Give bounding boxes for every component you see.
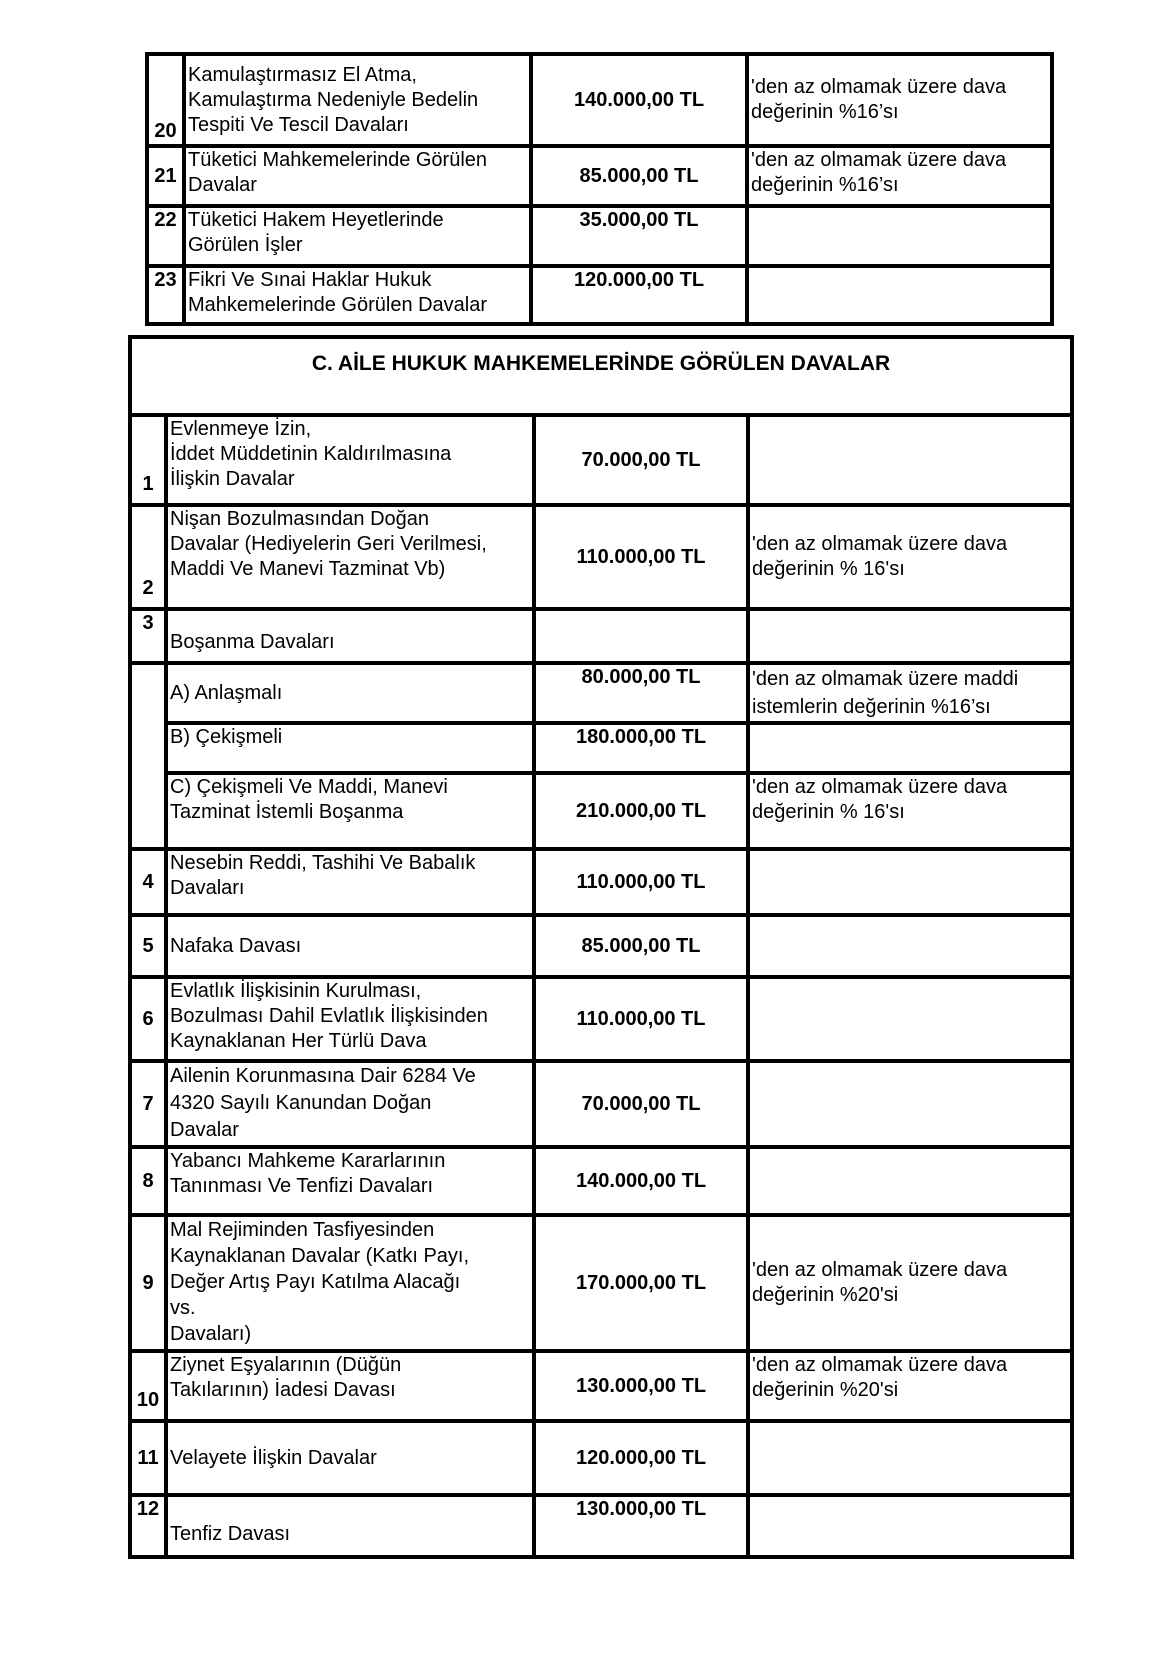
- case-description: Evlatlık İlişkisinin Kurulması, Bozulması Dahil Evlatlık İlişkisinden Kaynaklanan Her Türlü Dava: [166, 977, 534, 1061]
- case-description: Kamulaştırmasız El Atma, Kamulaştırma Nedeniyle Bedelin Tespiti Ve Tescil Davaları: [184, 54, 531, 146]
- case-description: Nesebin Reddi, Tashihi Ve Babalık Davaları: [166, 849, 534, 915]
- fee-table-continued: [145, 52, 1054, 326]
- fee-note: [748, 723, 1072, 773]
- fee-note: [748, 1061, 1072, 1147]
- case-description: Ziynet Eşyalarının (Düğün Takılarının) İadesi Davası: [166, 1351, 534, 1421]
- table-row: [130, 663, 1072, 723]
- fee-note: 'den az olmamak üzere dava değerinin % 16'sı: [748, 505, 1072, 609]
- row-number: 9: [130, 1215, 166, 1351]
- fee-note: [748, 415, 1072, 505]
- fee-amount: 35.000,00 TL: [531, 206, 747, 266]
- fee-note: [748, 977, 1072, 1061]
- row-number: 4: [130, 849, 166, 915]
- table-row: [147, 146, 1052, 206]
- case-description: Yabancı Mahkeme Kararlarının Tanınması Ve Tenfizi Davaları: [166, 1147, 534, 1215]
- table-row: [130, 977, 1072, 1061]
- case-description: C) Çekişmeli Ve Maddi, Manevi Tazminat İstemli Boşanma: [166, 773, 534, 849]
- fee-note: [747, 266, 1052, 324]
- table-row: [130, 1215, 1072, 1351]
- table-row: [130, 723, 1072, 773]
- table-row: [130, 1147, 1072, 1215]
- table-row: [130, 1421, 1072, 1495]
- row-number: 8: [130, 1147, 166, 1215]
- fee-amount: 85.000,00 TL: [534, 915, 748, 977]
- case-description: B) Çekişmeli: [166, 723, 534, 773]
- fee-amount: 110.000,00 TL: [534, 977, 748, 1061]
- case-description: Velayete İlişkin Davalar: [166, 1421, 534, 1495]
- case-description: Ailenin Korunmasına Dair 6284 Ve 4320 Sayılı Kanundan Doğan Davalar: [166, 1061, 534, 1147]
- fee-amount: 170.000,00 TL: [534, 1215, 748, 1351]
- row-number: 23: [147, 266, 184, 324]
- family-court-fee-table: [128, 335, 1074, 1559]
- row-number: 22: [147, 206, 184, 266]
- table-row: [130, 505, 1072, 609]
- fee-note: 'den az olmamak üzere dava değerinin % 16'sı: [748, 773, 1072, 849]
- fee-note: [748, 1421, 1072, 1495]
- table-row: [130, 915, 1072, 977]
- fee-amount: 110.000,00 TL: [534, 505, 748, 609]
- fee-note: [748, 1147, 1072, 1215]
- fee-amount: 70.000,00 TL: [534, 415, 748, 505]
- table-row: [130, 1351, 1072, 1421]
- table-row: [130, 1061, 1072, 1147]
- table-row: [130, 849, 1072, 915]
- row-number: 5: [130, 915, 166, 977]
- case-description: Fikri Ve Sınai Haklar Hukuk Mahkemelerinde Görülen Davalar: [184, 266, 531, 324]
- fee-note: [747, 206, 1052, 266]
- row-number: 20: [147, 54, 184, 146]
- fee-note: [748, 915, 1072, 977]
- case-description: Nafaka Davası: [166, 915, 534, 977]
- row-number: 12: [130, 1495, 166, 1557]
- fee-amount: 180.000,00 TL: [534, 723, 748, 773]
- case-description: Boşanma Davaları: [166, 609, 534, 663]
- fee-note: [748, 1495, 1072, 1557]
- case-description: Nişan Bozulmasından Doğan Davalar (Hediyelerin Geri Verilmesi, Maddi Ve Manevi Tazminat Vb): [166, 505, 534, 609]
- fee-amount: 210.000,00 TL: [534, 773, 748, 849]
- table-row: [130, 609, 1072, 663]
- fee-amount: 140.000,00 TL: [534, 1147, 748, 1215]
- fee-amount: 130.000,00 TL: [534, 1495, 748, 1557]
- row-number: 11: [130, 1421, 166, 1495]
- section-title: C. AİLE HUKUK MAHKEMELERİNDE GÖRÜLEN DAVALAR: [130, 337, 1072, 415]
- table-row: [130, 415, 1072, 505]
- fee-amount: 80.000,00 TL: [534, 663, 748, 723]
- table-row: [130, 1495, 1072, 1557]
- fee-note: 'den az olmamak üzere dava değerinin %16’sı: [747, 146, 1052, 206]
- fee-amount: 110.000,00 TL: [534, 849, 748, 915]
- row-number: 1: [130, 415, 166, 505]
- case-description: Mal Rejiminden Tasfiyesinden Kaynaklanan Davalar (Katkı Payı, Değer Artış Payı Katılma Alacağı vs. Davaları): [166, 1215, 534, 1351]
- fee-note: 'den az olmamak üzere dava değerinin %20'si: [748, 1351, 1072, 1421]
- fee-amount: 140.000,00 TL: [531, 54, 747, 146]
- table-row: [147, 54, 1052, 146]
- fee-note: [748, 609, 1072, 663]
- fee-amount: 130.000,00 TL: [534, 1351, 748, 1421]
- table-row: [147, 266, 1052, 324]
- row-number: 2: [130, 505, 166, 609]
- row-number: 7: [130, 1061, 166, 1147]
- fee-note: [748, 849, 1072, 915]
- case-description: Tüketici Mahkemelerinde Görülen Davalar: [184, 146, 531, 206]
- fee-amount: [534, 609, 748, 663]
- row-number: [130, 663, 166, 849]
- fee-amount: 85.000,00 TL: [531, 146, 747, 206]
- row-number: 21: [147, 146, 184, 206]
- fee-note: 'den az olmamak üzere dava değerinin %16’sı: [747, 54, 1052, 146]
- case-description: A) Anlaşmalı: [166, 663, 534, 723]
- table-row: [147, 206, 1052, 266]
- case-description: Tenfiz Davası: [166, 1495, 534, 1557]
- row-number: 10: [130, 1351, 166, 1421]
- row-number: 6: [130, 977, 166, 1061]
- case-description: Evlenmeye İzin, İddet Müddetinin Kaldırılmasına İlişkin Davalar: [166, 415, 534, 505]
- section-header-row: [130, 337, 1072, 415]
- fee-amount: 120.000,00 TL: [534, 1421, 748, 1495]
- fee-amount: 70.000,00 TL: [534, 1061, 748, 1147]
- fee-note: 'den az olmamak üzere dava değerinin %20'si: [748, 1215, 1072, 1351]
- case-description: Tüketici Hakem Heyetlerinde Görülen İşler: [184, 206, 531, 266]
- table-row: [130, 773, 1072, 849]
- row-number: 3: [130, 609, 166, 663]
- fee-note: 'den az olmamak üzere maddi istemlerin değerinin %16’sı: [748, 663, 1072, 723]
- fee-amount: 120.000,00 TL: [531, 266, 747, 324]
